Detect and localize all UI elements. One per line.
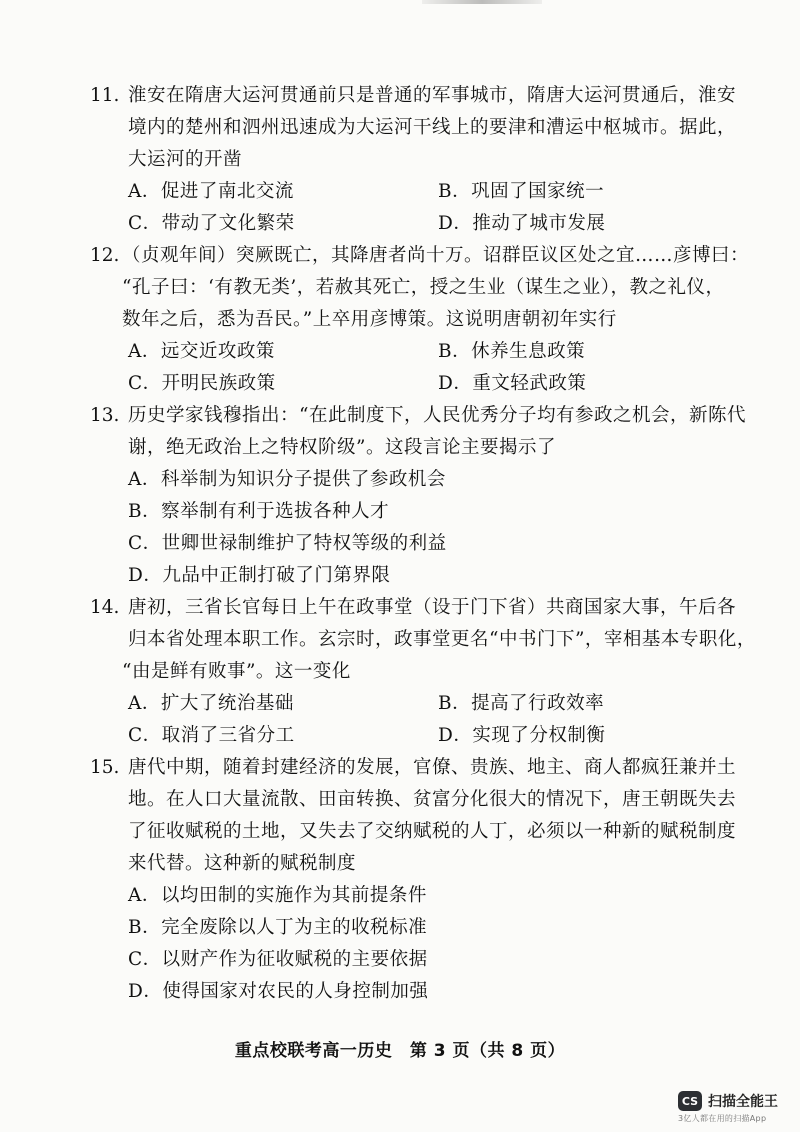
option-text: 世卿世禄制维护了特权等级的利益 <box>161 533 447 554</box>
option-text: 休养生息政策 <box>471 341 586 362</box>
question-stem-line: 大运河的开凿 <box>128 149 243 170</box>
option-c <box>128 531 447 557</box>
option-label: D． <box>128 981 163 1002</box>
option-label: C． <box>128 533 162 554</box>
option-a <box>128 179 294 205</box>
option-text: 推动了城市发展 <box>472 213 606 234</box>
option-a <box>128 339 275 365</box>
option-label: B． <box>438 341 472 362</box>
option-text: 使得国家对农民的人身控制加强 <box>162 981 429 1002</box>
option-a <box>128 691 294 717</box>
question-number: 13. <box>90 405 120 426</box>
option-label: A． <box>128 885 161 906</box>
option-label: D． <box>438 373 473 394</box>
option-text: 开明民族政策 <box>161 373 276 394</box>
question-stem-line: 唐初，三省长官每日上午在政事堂（设于门下省）共商国家大事，午后各 <box>128 597 737 618</box>
scan-edge-mark <box>422 0 542 4</box>
option-label: B． <box>438 181 472 202</box>
option-a <box>128 883 427 909</box>
option-label: D． <box>438 725 473 746</box>
watermark-name: 扫描全能王 <box>708 1094 778 1110</box>
question-stem-line: 谢，绝无政治上之特权阶级”。这段言论主要揭示了 <box>128 437 556 458</box>
option-label: C． <box>128 949 162 970</box>
option-label: A． <box>128 181 161 202</box>
option-c <box>128 947 428 973</box>
camscanner-logo-icon: CS <box>678 1091 702 1111</box>
question-number: 14. <box>90 597 120 618</box>
option-label: B． <box>128 917 162 938</box>
question-stem-line: 归本省处理本职工作。玄宗时，政事堂更名“中书门下”，宰相基本专职化， <box>128 629 756 650</box>
question-stem-line: “孔子曰：‘有教无类’，若赦其死亡，授之生业（谋生之业），教之礼仪， <box>122 277 725 298</box>
option-c <box>128 723 295 749</box>
option-text: 扩大了统治基础 <box>160 693 294 714</box>
option-label: D． <box>128 565 163 586</box>
question-stem-line: 历史学家钱穆指出：“在此制度下，人民优秀分子均有参政之机会，新陈代 <box>128 405 746 426</box>
option-label: B． <box>438 693 472 714</box>
option-text: 远交近攻政策 <box>160 341 275 362</box>
option-d <box>128 563 390 589</box>
option-text: 重文轻武政策 <box>472 373 587 394</box>
option-text: 巩固了国家统一 <box>471 181 605 202</box>
watermark-tagline: 3亿人都在用的扫描App <box>678 1114 767 1123</box>
option-b <box>438 179 604 205</box>
option-label: D． <box>438 213 473 234</box>
option-d <box>128 979 428 1005</box>
option-text: 察举制有利于选拔各种人才 <box>161 501 390 522</box>
question-stem-line: 数年之后，悉为吾民。”上卒用彦博策。这说明唐朝初年实行 <box>122 309 617 330</box>
question-stem-line: 唐代中期，随着封建经济的发展，官僚、贵族、地主、商人都疯狂兼并土 <box>128 757 737 778</box>
option-d <box>438 371 586 397</box>
question-number: 12. <box>90 245 120 266</box>
question-number: 15. <box>90 757 120 778</box>
option-b <box>128 499 389 525</box>
option-d <box>438 723 605 749</box>
option-text: 实现了分权制衡 <box>472 725 606 746</box>
option-b <box>438 691 604 717</box>
option-label: A． <box>128 341 161 362</box>
option-c <box>128 211 295 237</box>
option-text: 以均田制的实施作为其前提条件 <box>160 885 427 906</box>
option-text: 取消了三省分工 <box>161 725 295 746</box>
question-stem-line: 来代替。这种新的赋税制度 <box>128 853 357 874</box>
option-b <box>128 915 427 941</box>
page-footer: 重点校联考高一历史 第 3 页（共 8 页） <box>234 1041 566 1061</box>
option-a <box>128 467 446 493</box>
option-text: 带动了文化繁荣 <box>161 213 295 234</box>
option-text: 提高了行政效率 <box>471 693 605 714</box>
option-label: C． <box>128 373 162 394</box>
scanner-watermark <box>678 1091 790 1124</box>
option-text: 以财产作为征收赋税的主要依据 <box>161 949 428 970</box>
option-text: 科举制为知识分子提供了参政机会 <box>160 469 446 490</box>
option-d <box>438 211 605 237</box>
option-label: A． <box>128 469 161 490</box>
question-stem-line: 境内的楚州和泗州迅速成为大运河干线上的要津和漕运中枢城市。据此， <box>128 117 737 138</box>
question-stem-line: “由是鲜有败事”。这一变化 <box>122 661 351 682</box>
question-stem-line: 了征收赋税的土地，又失去了交纳赋税的人丁，必须以一种新的赋税制度 <box>128 821 737 842</box>
option-b <box>438 339 585 365</box>
question-stem-line: 淮安在隋唐大运河贯通前只是普通的军事城市，隋唐大运河贯通后，淮安 <box>128 85 737 106</box>
question-stem-line: （贞观年间）突厥既亡，其降唐者尚十万。诏群臣议区处之宜……彦博曰： <box>122 245 750 266</box>
question-number: 11. <box>90 85 120 106</box>
option-label: C． <box>128 725 162 746</box>
option-text: 九品中正制打破了门第界限 <box>162 565 391 586</box>
option-c <box>128 371 276 397</box>
option-label: C． <box>128 213 162 234</box>
question-stem-line: 地。在人口大量流散、田亩转换、贫富分化很大的情况下，唐王朝既失去 <box>128 789 737 810</box>
option-label: A． <box>128 693 161 714</box>
option-text: 促进了南北交流 <box>160 181 294 202</box>
option-text: 完全废除以人丁为主的收税标准 <box>161 917 428 938</box>
option-label: B． <box>128 501 162 522</box>
